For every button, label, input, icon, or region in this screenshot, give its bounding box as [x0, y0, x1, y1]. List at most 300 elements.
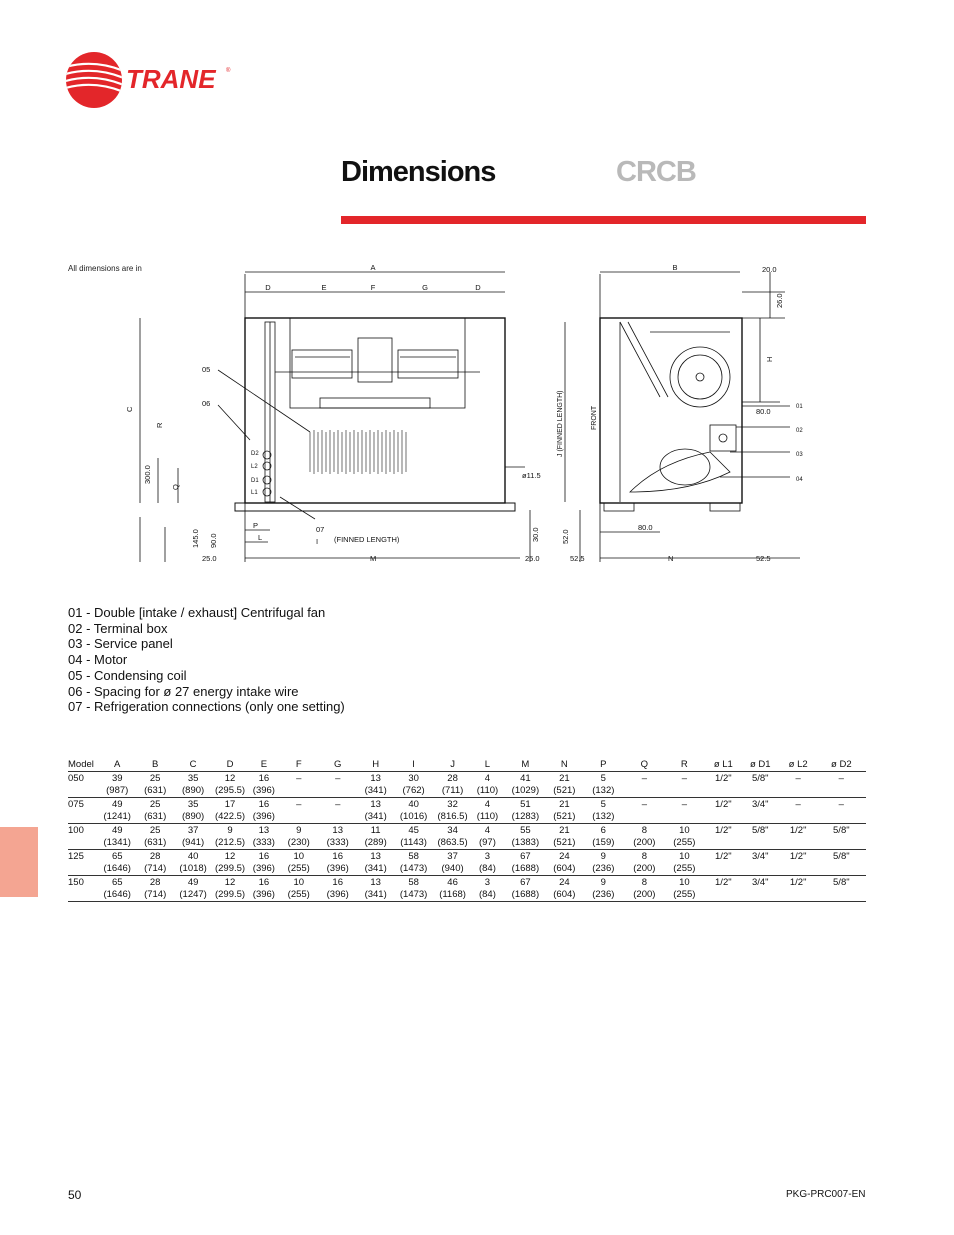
table-cell: (396)	[249, 785, 280, 798]
svg-text:04: 04	[796, 477, 803, 483]
svg-text:H: H	[765, 356, 774, 362]
svg-text:L1: L1	[251, 490, 258, 496]
legend-item: 03 - Service panel	[68, 636, 173, 652]
table-cell: 16	[258, 799, 270, 810]
table-cell: (987)	[99, 785, 136, 798]
table-cell	[817, 889, 866, 902]
table-cell: (230)	[279, 837, 318, 850]
table-cell: (1688)	[503, 889, 548, 902]
svg-text:E: E	[321, 283, 327, 292]
table-cell: (396)	[318, 863, 357, 876]
table-cell: 5	[600, 799, 606, 810]
table-cell: (159)	[581, 837, 626, 850]
svg-text:145.0: 145.0	[191, 529, 200, 548]
column-header: E	[249, 758, 280, 772]
table-cell: (110)	[472, 811, 503, 824]
svg-text:L: L	[258, 533, 263, 542]
table-row	[68, 889, 866, 902]
svg-text:80.0: 80.0	[638, 523, 653, 532]
table-row	[68, 863, 866, 876]
table-cell: 12	[224, 851, 236, 862]
table-header-row	[68, 758, 866, 772]
table-cell: 10	[679, 877, 690, 888]
column-header: H	[357, 758, 394, 772]
table-cell: 35	[187, 773, 199, 784]
table-cell: (295.5)	[212, 785, 249, 798]
table-cell: 10	[679, 825, 690, 836]
table-cell: 125	[68, 851, 84, 862]
table-cell	[741, 889, 780, 902]
table-cell: 28	[149, 851, 161, 862]
table-cell: (396)	[249, 863, 280, 876]
table-cell: 21	[559, 825, 570, 836]
legend-item: 04 - Motor	[68, 652, 128, 668]
legend-item: 06 - Spacing for ø 27 energy intake wire	[68, 683, 299, 699]
page-subtitle: CRCB	[616, 156, 696, 188]
table-cell: 16	[258, 773, 270, 784]
table-cell: (1018)	[175, 863, 212, 876]
table-cell: 8	[641, 877, 647, 888]
logo-wordmark: TRANE	[126, 64, 216, 94]
table-cell: (604)	[548, 863, 581, 876]
table-cell: (1168)	[433, 889, 472, 902]
table-cell: (816.5)	[433, 811, 472, 824]
table-cell: 21	[559, 773, 570, 784]
table-cell: 1/2"	[715, 799, 732, 810]
svg-text:90.0: 90.0	[209, 533, 218, 548]
table-cell: 24	[559, 877, 570, 888]
svg-text:07: 07	[316, 525, 325, 534]
table-cell: (711)	[433, 785, 472, 798]
table-cell: (1688)	[503, 863, 548, 876]
table-cell: 49	[111, 799, 123, 810]
table-cell: 17	[224, 799, 236, 810]
column-header: F	[279, 758, 318, 772]
table-cell: 58	[408, 877, 419, 888]
page-number: 50	[68, 1188, 82, 1202]
table-cell: (941)	[175, 837, 212, 850]
column-header: B	[136, 758, 175, 772]
svg-text:25.0: 25.0	[202, 554, 217, 563]
table-cell: –	[838, 799, 844, 810]
table-cell: 1/2"	[715, 825, 732, 836]
svg-text:(FINNED LENGTH): (FINNED LENGTH)	[334, 535, 400, 544]
table-cell: 9	[600, 851, 606, 862]
table-cell: 3	[484, 877, 491, 888]
table-cell: 16	[258, 851, 270, 862]
table-cell: 1/2"	[715, 773, 732, 784]
column-header: ø D1	[741, 758, 780, 772]
table-cell: (341)	[357, 863, 394, 876]
table-cell: 1/2"	[789, 877, 807, 888]
table-cell: –	[335, 773, 341, 784]
table-cell: 5	[600, 773, 606, 784]
table-row	[68, 876, 866, 890]
table-cell: 150	[68, 877, 84, 888]
svg-text:®: ®	[226, 68, 231, 74]
table-cell: 30	[408, 773, 419, 784]
table-cell	[68, 811, 99, 824]
column-header: Model	[68, 758, 99, 772]
table-cell: 35	[187, 799, 199, 810]
svg-text:52.5: 52.5	[756, 554, 771, 563]
table-cell	[780, 811, 817, 824]
table-cell: (396)	[249, 889, 280, 902]
table-cell: 28	[149, 877, 161, 888]
table-cell: 45	[408, 825, 419, 836]
table-cell: 16	[258, 877, 270, 888]
table-cell: (289)	[357, 837, 394, 850]
column-header: G	[318, 758, 357, 772]
table-cell: –	[838, 773, 844, 784]
table-cell: (1016)	[394, 811, 433, 824]
table-cell: (132)	[581, 811, 626, 824]
table-cell: 12	[224, 877, 236, 888]
table-cell: –	[795, 773, 801, 784]
table-cell: 67	[520, 877, 531, 888]
table-cell: 3/4"	[751, 799, 769, 810]
document-id: PKG-PRC007-EN	[786, 1189, 866, 1200]
column-header: J	[433, 758, 472, 772]
table-cell: 8	[641, 825, 647, 836]
table-cell: 075	[68, 799, 84, 810]
table-cell: 13	[370, 799, 381, 810]
table-cell: (110)	[472, 785, 503, 798]
svg-text:26.0: 26.0	[775, 293, 784, 308]
table-cell	[817, 811, 866, 824]
column-header: N	[548, 758, 581, 772]
table-cell: (1241)	[99, 811, 136, 824]
column-header: Q	[626, 758, 663, 772]
table-cell	[817, 837, 866, 850]
table-cell: 3/4"	[751, 877, 769, 888]
column-header: ø L1	[706, 758, 741, 772]
table-cell	[626, 811, 663, 824]
table-row	[68, 837, 866, 850]
table-cell: (200)	[626, 889, 663, 902]
table-cell: 39	[111, 773, 123, 784]
table-cell	[663, 811, 706, 824]
table-cell: (1646)	[99, 889, 136, 902]
table-cell: 49	[187, 877, 199, 888]
svg-text:52.5: 52.5	[570, 554, 585, 563]
table-cell: 21	[559, 799, 570, 810]
table-cell: (84)	[472, 889, 503, 902]
table-row	[68, 772, 866, 786]
table-cell: 16	[332, 851, 343, 862]
table-cell	[741, 863, 780, 876]
table-cell: (1383)	[503, 837, 548, 850]
table-cell	[68, 837, 99, 850]
svg-text:ø11.5: ø11.5	[522, 471, 541, 480]
table-cell: (333)	[249, 837, 280, 850]
table-cell: 10	[293, 851, 305, 862]
svg-text:05: 05	[202, 365, 211, 374]
table-cell: 65	[111, 851, 123, 862]
table-cell: 55	[520, 825, 531, 836]
table-cell: 8	[641, 851, 647, 862]
table-cell: (84)	[472, 863, 503, 876]
table-cell	[706, 811, 741, 824]
table-cell	[318, 785, 357, 798]
table-cell: (333)	[318, 837, 357, 850]
table-cell: (1283)	[503, 811, 548, 824]
table-cell: 32	[447, 799, 458, 810]
table-cell: 9	[227, 825, 233, 836]
column-header: I	[394, 758, 433, 772]
table-cell: 5/8"	[833, 877, 850, 888]
page-title: Dimensions	[341, 156, 496, 188]
legend-item: 02 - Terminal box	[68, 620, 168, 636]
table-row	[68, 850, 866, 864]
svg-text:FRONT: FRONT	[591, 405, 598, 430]
legend-item: 07 - Refrigeration connections (only one setting)	[68, 699, 345, 715]
table-cell: (521)	[548, 811, 581, 824]
table-cell: (396)	[318, 889, 357, 902]
table-cell: 40	[187, 851, 199, 862]
table-cell: 13	[370, 773, 381, 784]
table-cell: 4	[484, 799, 491, 810]
table-cell: 5/8"	[833, 851, 850, 862]
table-cell	[817, 863, 866, 876]
table-cell: (631)	[136, 811, 175, 824]
table-cell: (299.5)	[212, 889, 249, 902]
table-cell: –	[296, 773, 302, 784]
column-header: A	[99, 758, 136, 772]
column-header: ø L2	[780, 758, 817, 772]
table-cell: (132)	[581, 785, 626, 798]
table-row	[68, 798, 866, 812]
legend-item: 05 - Condensing coil	[68, 667, 187, 683]
table-cell: (1473)	[394, 863, 433, 876]
table-cell: 10	[679, 851, 690, 862]
table-cell: 5/8"	[833, 825, 850, 836]
table-row	[68, 785, 866, 798]
column-header: P	[581, 758, 626, 772]
trane-logo	[64, 50, 236, 110]
table-cell: (1247)	[175, 889, 212, 902]
table-cell	[780, 785, 817, 798]
table-cell: –	[681, 799, 687, 810]
table-cell: (255)	[663, 837, 706, 850]
table-cell: (396)	[249, 811, 280, 824]
svg-text:D1: D1	[251, 478, 259, 484]
svg-text:25.0: 25.0	[525, 554, 540, 563]
table-cell	[68, 785, 99, 798]
table-row	[68, 811, 866, 824]
table-cell: (1029)	[503, 785, 548, 798]
table-cell: 25	[149, 825, 161, 836]
table-cell	[741, 785, 780, 798]
table-cell: 11	[370, 825, 381, 836]
table-cell: (255)	[279, 863, 318, 876]
table-cell: (604)	[548, 889, 581, 902]
dimension-drawing	[120, 262, 803, 563]
column-header: M	[503, 758, 548, 772]
table-cell: (255)	[663, 889, 706, 902]
svg-text:06: 06	[202, 399, 211, 408]
units-note: All dimensions are in	[68, 264, 142, 273]
table-cell: 5/8"	[751, 773, 769, 784]
legend-item: 01 - Double [intake / exhaust] Centrifugal fan	[68, 605, 326, 620]
table-cell	[663, 785, 706, 798]
table-cell: –	[335, 799, 341, 810]
table-cell: (212.5)	[212, 837, 249, 850]
table-cell: 24	[559, 851, 570, 862]
table-cell: –	[641, 773, 647, 784]
table-cell: 4	[484, 773, 491, 784]
table-cell	[279, 811, 318, 824]
svg-text:D: D	[475, 283, 481, 292]
table-cell	[706, 863, 741, 876]
svg-text:B: B	[672, 263, 678, 272]
table-cell: 10	[293, 877, 305, 888]
svg-text:03: 03	[796, 452, 803, 458]
table-cell: 67	[520, 851, 531, 862]
svg-text:30.0: 30.0	[531, 527, 540, 542]
svg-text:01: 01	[796, 404, 803, 410]
table-cell: 41	[520, 773, 531, 784]
table-cell: 16	[332, 877, 343, 888]
section-tab	[0, 827, 38, 897]
table-cell: (422.5)	[212, 811, 249, 824]
svg-text:02: 02	[796, 428, 803, 434]
table-cell	[279, 785, 318, 798]
table-cell: (1143)	[394, 837, 433, 850]
table-cell: (631)	[136, 837, 175, 850]
table-cell: (236)	[581, 863, 626, 876]
table-cell: 65	[111, 877, 123, 888]
table-cell: 13	[370, 877, 381, 888]
table-cell	[817, 785, 866, 798]
table-cell: (1341)	[99, 837, 136, 850]
table-cell: 37	[447, 851, 458, 862]
table-cell: 13	[332, 825, 343, 836]
table-cell: 1/2"	[789, 851, 807, 862]
svg-text:52.0: 52.0	[561, 529, 570, 544]
table-cell: (255)	[279, 889, 318, 902]
svg-text:L2: L2	[251, 464, 258, 470]
table-cell: 1/2"	[789, 825, 807, 836]
table-cell: (1473)	[394, 889, 433, 902]
label-A: A	[370, 263, 376, 272]
table-cell: 100	[68, 825, 84, 836]
table-cell: 3	[484, 851, 491, 862]
legend-list	[68, 605, 345, 715]
table-cell: –	[681, 773, 687, 784]
table-cell: 9	[296, 825, 302, 836]
table-cell: (1646)	[99, 863, 136, 876]
table-cell: (762)	[394, 785, 433, 798]
svg-text:M: M	[370, 554, 377, 563]
table-cell	[706, 785, 741, 798]
column-header: L	[472, 758, 503, 772]
svg-text:R: R	[155, 422, 164, 428]
table-cell: 13	[258, 825, 270, 836]
table-cell	[741, 837, 780, 850]
title-underline	[341, 216, 866, 224]
table-cell	[68, 863, 99, 876]
table-row	[68, 824, 866, 838]
table-cell: (299.5)	[212, 863, 249, 876]
table-cell: 34	[447, 825, 458, 836]
table-cell	[626, 785, 663, 798]
table-cell: –	[296, 799, 302, 810]
table-cell: (521)	[548, 837, 581, 850]
table-cell: (940)	[433, 863, 472, 876]
svg-text:P: P	[253, 521, 259, 530]
svg-text:I: I	[316, 537, 319, 546]
table-cell: –	[641, 799, 647, 810]
table-cell: 1/2"	[715, 851, 732, 862]
table-cell: 050	[68, 773, 84, 784]
table-cell: (341)	[357, 785, 394, 798]
svg-text:D: D	[265, 283, 271, 292]
column-header: D	[212, 758, 249, 772]
table-cell	[318, 811, 357, 824]
svg-text:G: G	[422, 283, 428, 292]
table-cell: (714)	[136, 863, 175, 876]
table-cell: 5/8"	[751, 825, 769, 836]
table-cell: (521)	[548, 785, 581, 798]
table-cell: (255)	[663, 863, 706, 876]
table-cell: (714)	[136, 889, 175, 902]
table-cell	[68, 889, 99, 902]
table-cell: 49	[111, 825, 123, 836]
column-header: C	[175, 758, 212, 772]
column-header: R	[663, 758, 706, 772]
column-header: ø D2	[817, 758, 866, 772]
table-cell: 3/4"	[751, 851, 769, 862]
table-cell: (890)	[175, 811, 212, 824]
table-cell: –	[795, 799, 801, 810]
table-cell: 40	[408, 799, 419, 810]
svg-text:F: F	[370, 283, 376, 292]
table-cell	[780, 837, 817, 850]
svg-text:D2: D2	[251, 451, 259, 457]
table-cell: (200)	[626, 837, 663, 850]
table-cell: (236)	[581, 889, 626, 902]
svg-text:20.0: 20.0	[762, 265, 777, 274]
table-cell: 58	[408, 851, 419, 862]
table-cell: 12	[224, 773, 236, 784]
svg-text:Q: Q	[171, 484, 180, 490]
table-cell: 28	[447, 773, 458, 784]
table-cell: 51	[520, 799, 531, 810]
table-cell: 9	[600, 877, 606, 888]
table-cell: (341)	[357, 811, 394, 824]
table-cell: 6	[600, 825, 606, 836]
table-cell: 1/2"	[715, 877, 732, 888]
dimensions-table	[68, 758, 866, 902]
table-cell: 37	[187, 825, 199, 836]
table-cell	[741, 811, 780, 824]
table-cell: (863.5)	[433, 837, 472, 850]
svg-text:300.0: 300.0	[143, 465, 152, 484]
table-cell: 4	[484, 825, 491, 836]
svg-text:N: N	[668, 554, 674, 563]
table-cell: 25	[149, 799, 161, 810]
svg-text:J (FINNED LENGTH): J (FINNED LENGTH)	[557, 390, 564, 457]
table-cell: (631)	[136, 785, 175, 798]
table-cell	[706, 889, 741, 902]
table-cell: 25	[149, 773, 161, 784]
table-cell	[780, 863, 817, 876]
table-cell: 46	[447, 877, 458, 888]
table-cell: (890)	[175, 785, 212, 798]
svg-text:80.0: 80.0	[756, 407, 771, 416]
svg-text:C: C	[125, 406, 134, 412]
